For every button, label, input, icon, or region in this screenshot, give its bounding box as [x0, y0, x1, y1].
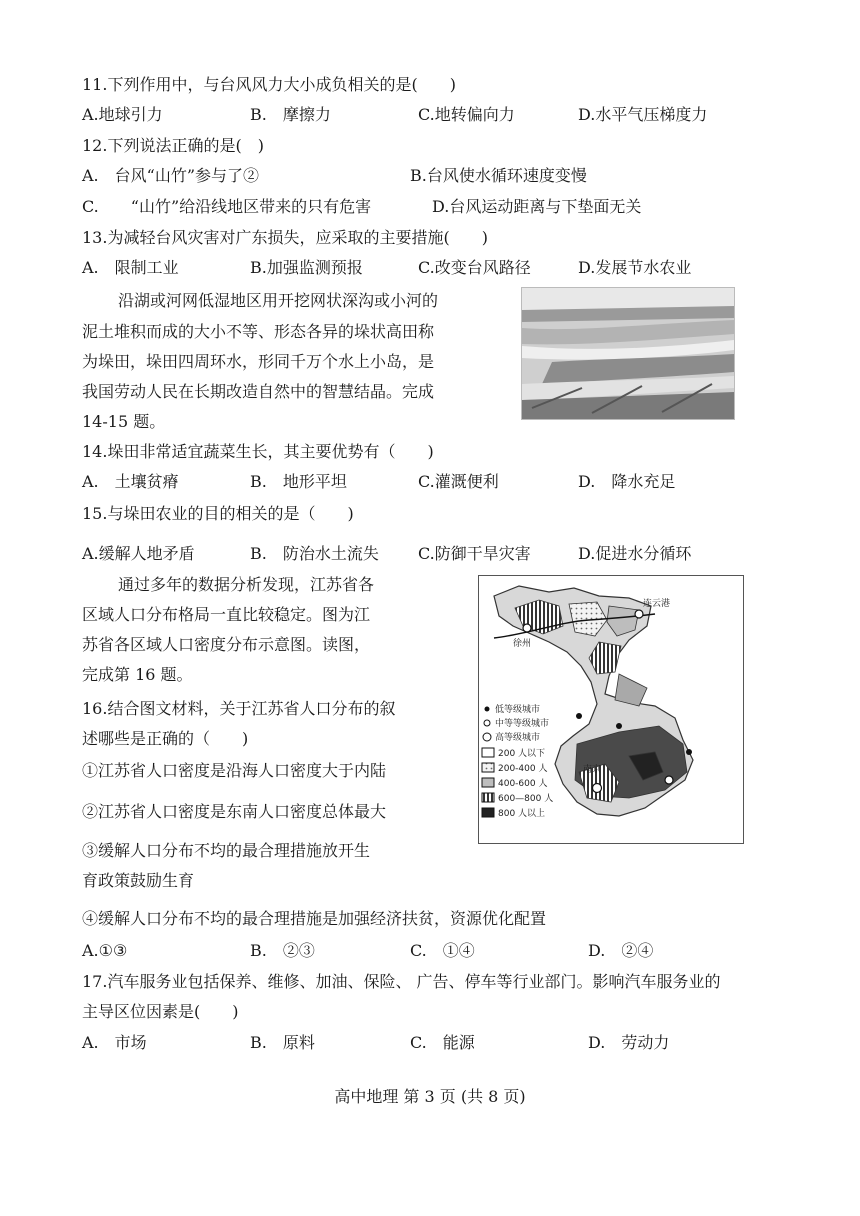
q13-option-a: A. 限制工业 — [82, 258, 179, 277]
jiangsu-population-map — [478, 575, 744, 844]
q17-option-a: A. 市场 — [82, 1033, 147, 1052]
passage2-line: 完成第 16 题。 — [82, 665, 193, 684]
passage2-line: 通过多年的数据分析发现，江苏省各 — [118, 575, 375, 594]
q12-option-d: D.台风运动距离与下垫面无关 — [432, 197, 642, 216]
q16-statement-3: ③缓解人口分布不均的最合理措施放开生 — [82, 841, 371, 860]
q15-option-c: C.防御干旱灾害 — [418, 544, 531, 563]
q15-option-b: B. 防治水土流失 — [250, 544, 379, 563]
q17-option-d: D. 劳动力 — [588, 1033, 670, 1052]
q12-option-a: A. 台风“山竹”参与了② — [82, 166, 260, 185]
passage2-line: 苏省各区域人口密度分布示意图。读图， — [82, 635, 371, 654]
legend-high-city: 高等级城市 — [495, 733, 541, 743]
q15-option-d: D.促进水分循环 — [578, 544, 692, 563]
duotian-photo — [521, 287, 735, 420]
q15-stem: 15.与垛田农业的目的相关的是（ ) — [82, 504, 354, 523]
legend-400-600: 400-600 人 — [498, 779, 548, 789]
map-label-lianyungang: 连云港 — [643, 599, 671, 609]
q16-option-a: A.①③ — [82, 941, 128, 960]
q12-stem: 12.下列说法正确的是( ) — [82, 136, 264, 155]
q14-option-d: D. 降水充足 — [578, 472, 676, 491]
q16-statement-3-cont: 育政策鼓励生育 — [82, 871, 195, 890]
q12-option-b: B.台风使水循环速度变慢 — [410, 166, 587, 185]
q17-stem: 17.汽车服务业包括保养、维修、加油、保险、 广告、停车等行业部门。影响汽车服务业的 — [82, 972, 721, 991]
passage1-line: 沿湖或河网低湿地区用开挖网状深沟或小河的 — [118, 291, 439, 310]
q11-option-c: C.地转偏向力 — [418, 105, 515, 124]
q16-statement-1: ①江苏省人口密度是沿海人口密度大于内陆 — [82, 761, 387, 780]
legend-mid-city: 中等等级城市 — [495, 719, 550, 729]
q14-option-a: A. 土壤贫瘠 — [82, 472, 179, 491]
q14-option-b: B. 地形平坦 — [250, 472, 347, 491]
q13-option-d: D.发展节水农业 — [578, 258, 692, 277]
q13-option-b: B.加强监测预报 — [250, 258, 363, 277]
map-label-xuzhou: 徐州 — [513, 639, 532, 649]
q13-stem: 13.为减轻台风灾害对广东损失，应采取的主要措施( ) — [82, 228, 488, 247]
q17-option-b: B. 原料 — [250, 1033, 315, 1052]
q16-option-c: C. ①④ — [410, 941, 475, 960]
page-footer: 高中地理 第 3 页 (共 8 页) — [334, 1087, 526, 1106]
q14-option-c: C.灌溉便利 — [418, 472, 499, 491]
q16-option-d: D. ②④ — [588, 941, 654, 960]
q12-option-c: C. “山竹”给沿线地区带来的只有危害 — [82, 197, 372, 216]
q16-stem: 16.结合图文材料，关于江苏省人口分布的叙 — [82, 699, 396, 718]
passage1-line: 14-15 题。 — [82, 412, 166, 431]
legend-under-200: 200 人以下 — [498, 749, 546, 759]
q13-option-c: C.改变台风路径 — [418, 258, 531, 277]
q17-stem: 主导区位因素是( ) — [82, 1002, 239, 1021]
q11-option-b: B. 摩擦力 — [250, 105, 331, 124]
passage1-line: 为垛田，垛田四周环水，形同千万个水上小岛，是 — [82, 352, 435, 371]
map-label-nanjing: 南京 — [583, 765, 602, 775]
q17-option-c: C. 能源 — [410, 1033, 475, 1052]
legend-low-city: 低等级城市 — [495, 705, 541, 715]
map-legend — [482, 703, 553, 819]
q14-stem: 14.垛田非常适宜蔬菜生长，其主要优势有（ ) — [82, 442, 434, 461]
q16-option-b: B. ②③ — [250, 941, 315, 960]
legend-600-800: 600—800 人 — [498, 794, 554, 804]
legend-over-800: 800 人以上 — [498, 809, 546, 819]
q16-stem: 述哪些是正确的（ ) — [82, 729, 249, 748]
q11-stem: 11.下列作用中，与台风风力大小成负相关的是( ) — [82, 75, 456, 94]
passage2-line: 区域人口分布格局一直比较稳定。图为江 — [82, 605, 371, 624]
q15-option-a: A.缓解人地矛盾 — [82, 544, 195, 563]
q16-statement-4: ④缓解人口分布不均的最合理措施是加强经济扶贫，资源优化配置 — [82, 909, 547, 928]
q11-option-a: A.地球引力 — [82, 105, 163, 124]
passage1-line: 我国劳动人民在长期改造自然中的智慧结晶。完成 — [82, 382, 435, 401]
legend-200-400: 200-400 人 — [498, 764, 548, 774]
q11-option-d: D.水平气压梯度力 — [578, 105, 708, 124]
passage1-line: 泥土堆积而成的大小不等、形态各异的垛状高田称 — [82, 322, 435, 341]
q16-statement-2: ②江苏省人口密度是东南人口密度总体最大 — [82, 802, 387, 821]
